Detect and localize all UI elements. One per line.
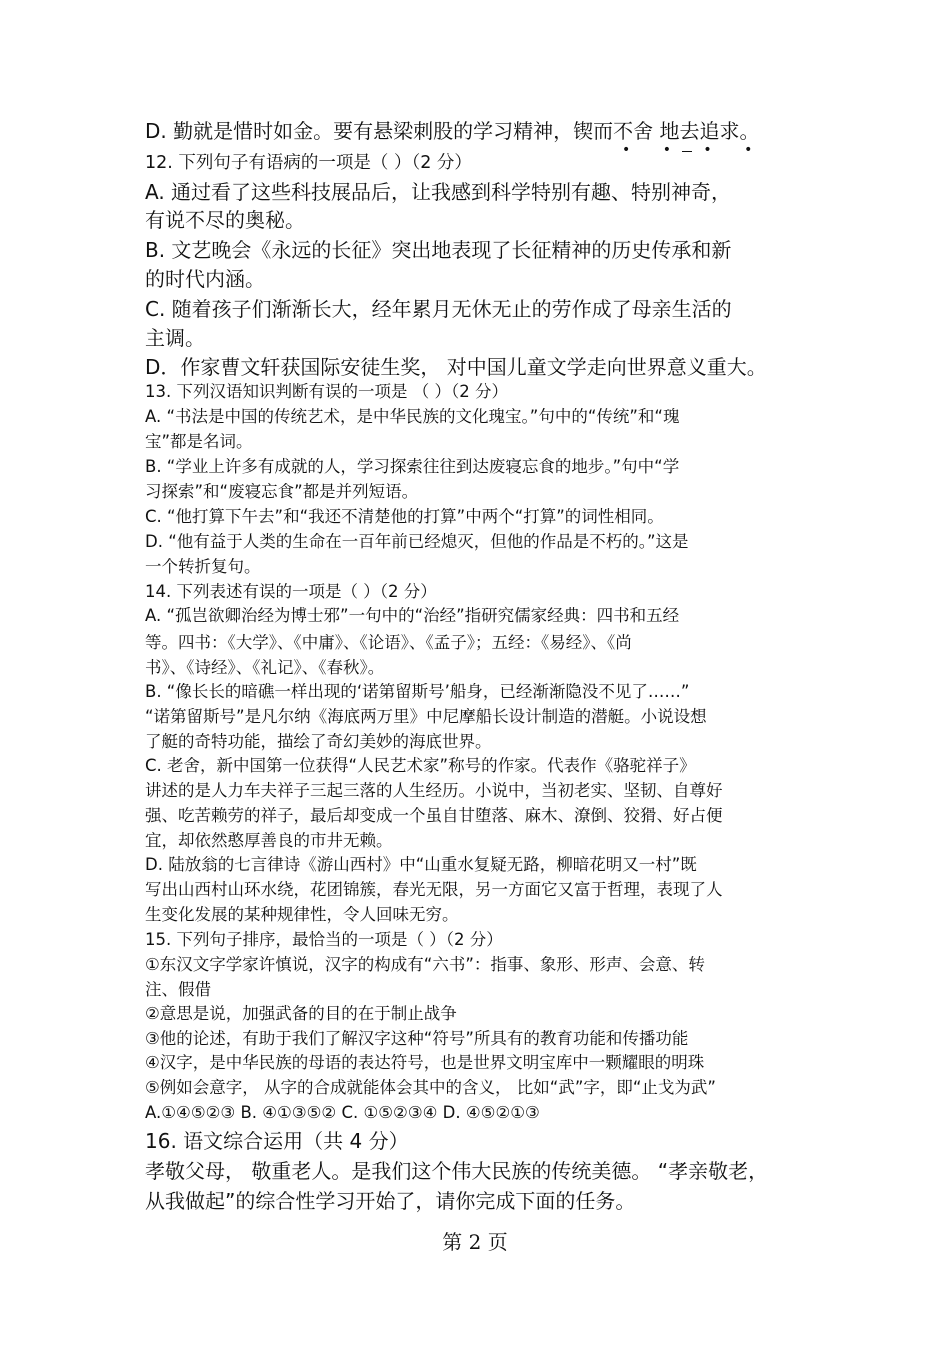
text-line: ②意思是说，加强武备的目的在于制止战争 <box>145 1004 457 1023</box>
text-line: A. 通过看了这些科技展品后，让我感到科学特别有趣、特别神奇， <box>145 180 732 204</box>
text-line: ④汉字，是中华民族的母语的表达符号，也是世界文明宝库中一颗耀眼的明珠 <box>145 1053 705 1072</box>
text-line: D. 陆放翁的七言律诗《游山西村》中“山重水复疑无路，柳暗花明又一村”既 <box>145 855 697 874</box>
text-line: D. “他有益于人类的生命在一百年前已经熄灭，但他的作品是不朽的。”这是 <box>145 532 689 551</box>
text-line: 有说不尽的奥秘。 <box>145 208 305 232</box>
text-line: 的时代内涵。 <box>145 267 265 291</box>
text-line: 习探索”和“废寝忘食”都是并列短语。 <box>145 482 419 501</box>
text-line: 强、吃苦赖劳的祥子，最后却变成一个虽自甘堕落、麻木、潦倒、狡猾、好占便 <box>145 806 723 825</box>
text-line: 注、假借 <box>145 980 211 999</box>
text-line: 15. 下列句子排序，最恰当的一项是（ ）（2 分） <box>145 930 503 949</box>
text-line: 讲述的是人力车夫祥子三起三落的人生经历。小说中，当初老实、坚韧、自尊好 <box>145 781 723 800</box>
text-line: “诺第留斯号”是凡尔纳《海底两万里》中尼摩船长设计制造的潜艇。小说设想 <box>145 707 707 726</box>
text-line: 孝敬父母， 敬重老人。是我们这个伟大民族的传统美德。 “孝亲敬老， <box>145 1159 769 1183</box>
text-line: 主调。 <box>145 326 205 350</box>
text-line: A. “孤岂欲卿治经为博士邪”一句中的“治经”指研究儒家经典：四书和五经 <box>145 606 680 625</box>
text-line: 宜，却依然憨厚善良的市井无赖。 <box>145 831 393 850</box>
text-line: D．作家曹文轩获国际安徒生奖， 对中国儿童文学走向世界意义重大。 <box>145 355 767 379</box>
text-line: A. “书法是中国的传统艺术，是中华民族的文化瑰宝。”句中的“传统”和“瑰 <box>145 407 680 426</box>
text-line: ①东汉文字学家许慎说，汉字的构成有“六书”：指事、象形、形声、会意、转 <box>145 955 705 974</box>
text-line: 一个转折复句。 <box>145 557 261 576</box>
text-line: 了艇的奇特功能，描绘了奇幻美妙的海底世界。 <box>145 732 492 751</box>
text-line: ⑤例如会意字， 从字的合成就能体会其中的含义， 比如“武”字，即“止戈为武” <box>145 1078 716 1097</box>
text-line: 生变化发展的某种规律性，令人回味无穷。 <box>145 905 459 924</box>
text-line: ③他的论述，有助于我们了解汉字这种“符号”所具有的教育功能和传播功能 <box>145 1029 689 1048</box>
text-line: 宝”都是名词。 <box>145 432 253 451</box>
text-line: C. “他打算下午去”和“我还不清楚他的打算”中两个“打算”的词性相同。 <box>145 507 664 526</box>
text-line: 13. 下列汉语知识判断有误的一项是 （ ）（2 分） <box>145 382 508 401</box>
text-line: 写出山西村山环水绕，花团锦簇，春光无限，另一方面它又富于哲理，表现了人 <box>145 880 723 899</box>
text-line: 14. 下列表述有误的一项是（ ）（2 分） <box>145 582 437 601</box>
text-line: B. “学业上许多有成就的人，学习探索往往到达废寝忘食的地步。”句中“学 <box>145 457 680 476</box>
text-line: 12. 下列句子有语病的一项是（ ）（2 分） <box>145 153 472 173</box>
page-number: 第 2 页 <box>442 1230 508 1254</box>
emphasis-dots: • • • • <box>622 142 767 158</box>
text-line: 16. 语文综合运用（共 4 分） <box>145 1129 409 1153</box>
text-line: D. 勤就是惜时如金。要有悬梁刺股的学习精神，锲而不舍 地去追求。 <box>145 119 760 143</box>
text-line: B. “像长长的暗礁一样出现的‘诺第留斯号’船身，已经渐渐隐没不见了……” <box>145 682 690 701</box>
text-line: B. 文艺晚会《永远的长征》突出地表现了长征精神的历史传承和新 <box>145 238 732 262</box>
text-line: 从我做起”的综合性学习开始了，请你完成下面的任务。 <box>145 1189 636 1213</box>
text-line: A.①④⑤②③ B. ④①③⑤② C. ①⑤②③④ D. ④⑤②①③ <box>145 1103 540 1122</box>
text-line: 书》、《诗经》、《礼记》、《春秋》。 <box>145 658 385 677</box>
answer-blank <box>682 150 692 152</box>
text-line: 等。四书：《大学》、《中庸》、《论语》、《孟子》；五经：《易经》、《尚 <box>145 633 632 652</box>
text-line: C. 随着孩子们渐渐长大，经年累月无休无止的劳作成了母亲生活的 <box>145 297 732 321</box>
text-line: C. 老舍，新中国第一位获得“人民艺术家”称号的作家。代表作《骆驼祥子》 <box>145 756 696 775</box>
